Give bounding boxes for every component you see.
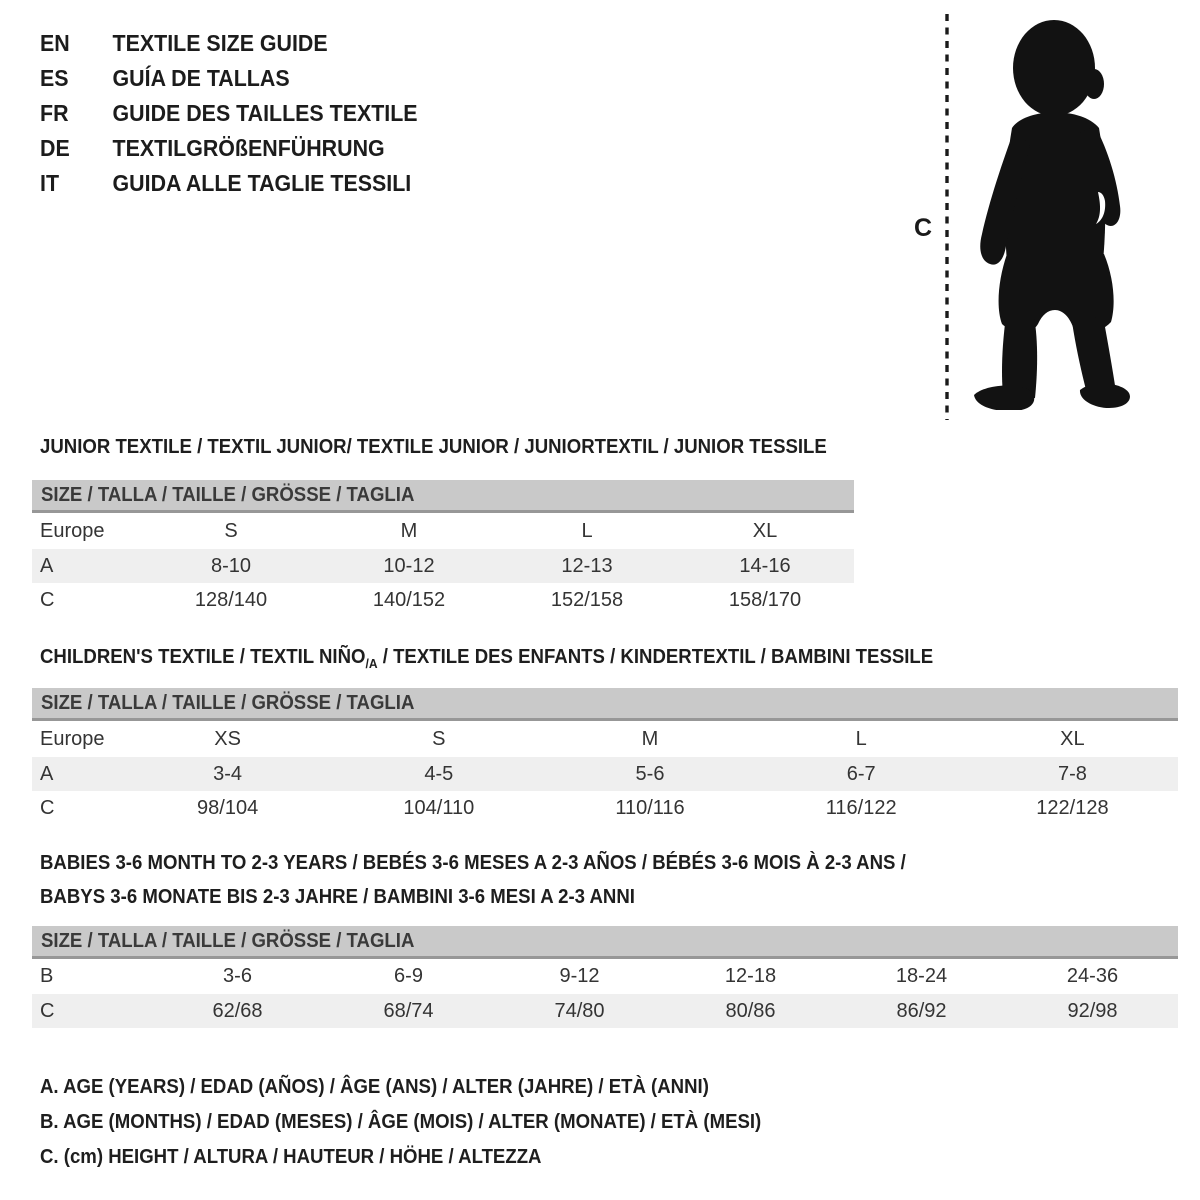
language-row-de [40, 131, 446, 166]
table-cell: 18-24 [895, 965, 948, 987]
table-row-height [32, 994, 1178, 1028]
language-title: GUIDE DES TAILLES TEXTILE [112, 100, 418, 126]
table-cell: 3-6 [223, 965, 252, 987]
table-cell: 6-7 [846, 762, 876, 785]
language-code: FR [40, 100, 69, 126]
language-title: GUIDA ALLE TAGLIE TESSILI [112, 170, 412, 196]
language-header [40, 26, 446, 201]
language-row-en [40, 26, 446, 61]
table-cell: M [641, 727, 659, 750]
table-cell: 152/158 [550, 588, 624, 611]
size-header-row: SIZE / TALLA / TAILLE / GRÖSSE / TAGLIA [32, 688, 1178, 721]
table-cell: 3-4 [213, 762, 243, 785]
table-cell: 116/122 [825, 796, 897, 819]
language-code: IT [40, 170, 60, 196]
table-row-age [32, 549, 854, 583]
language-code: ES [40, 65, 69, 91]
table-cell: XS [214, 727, 241, 750]
table-cell: 68/74 [383, 999, 434, 1022]
babies-size-table [32, 926, 1178, 1028]
size-header-row: SIZE / TALLA / TAILLE / GRÖSSE / TAGLIA [32, 926, 1178, 959]
language-row-it [40, 166, 446, 201]
table-row-age [32, 757, 1178, 791]
table-cell: 98/104 [197, 796, 259, 819]
legend-age-years: A. AGE (YEARS) / EDAD (AÑOS) / ÂGE (ANS) / ALTER (JAHRE) / ETÀ (ANNI) [40, 1076, 709, 1098]
legend [40, 1070, 816, 1175]
table-cell: 7-8 [1057, 762, 1087, 785]
title-subscript: /A [365, 656, 378, 671]
language-title: TEXTILGRÖßENFÜHRUNG [112, 135, 385, 161]
table-cell: L [581, 519, 593, 542]
table-cell: 104/110 [403, 796, 475, 819]
table-cell: 4-5 [424, 762, 454, 785]
language-code: EN [40, 30, 70, 56]
toddler-silhouette-icon [965, 18, 1135, 410]
table-cell: 110/116 [615, 796, 685, 819]
table-cell: 62/68 [212, 999, 263, 1022]
legend-height-cm: C. (cm) HEIGHT / ALTURA / HAUTEUR / HÖHE / ALTEZZA [40, 1146, 542, 1168]
height-figure [900, 8, 1180, 423]
table-cell: XL [1060, 727, 1085, 750]
row-label: C [40, 796, 55, 819]
table-cell: 122/128 [1036, 796, 1109, 819]
table-cell: 12-18 [724, 965, 777, 987]
table-cell: 128/140 [194, 588, 268, 611]
junior-size-table [32, 480, 854, 617]
table-cell: 14-16 [739, 554, 791, 577]
legend-age-months: B. AGE (MONTHS) / EDAD (MESES) / ÂGE (MOIS) / ALTER (MONATE) / ETÀ (MESI) [40, 1111, 762, 1133]
row-label: A [40, 554, 54, 577]
size-header-row: SIZE / TALLA / TAILLE / GRÖSSE / TAGLIA [32, 480, 854, 513]
language-code: DE [40, 135, 70, 161]
row-label: A [40, 762, 54, 785]
table-cell: 86/92 [896, 999, 947, 1022]
table-row-months [32, 959, 1178, 994]
children-size-table [32, 688, 1178, 825]
table-cell: 140/152 [372, 588, 446, 611]
row-label: C [40, 999, 55, 1022]
row-label: C [40, 588, 55, 611]
height-measure-label: C [914, 214, 933, 242]
children-section-title: CHILDREN'S TEXTILE / TEXTIL $NIÑO_{/A}$ / TEXTILE DES ENFANTS / KINDERTEXTIL / BAMBINI TESSILE [40, 646, 934, 671]
language-row-es [40, 61, 446, 96]
table-cell: 5-6 [635, 762, 665, 785]
height-measure-line [944, 14, 950, 420]
junior-section-title: JUNIOR TEXTILE / TEXTIL JUNIOR/ TEXTILE JUNIOR / JUNIORTEXTIL / JUNIOR TESSILE [40, 436, 827, 458]
table-cell: 9-12 [559, 965, 600, 987]
table-cell: 80/86 [725, 999, 776, 1022]
table-row-height [32, 791, 1178, 825]
row-label: Europe [40, 727, 105, 750]
language-title: TEXTILE SIZE GUIDE [112, 30, 328, 56]
table-cell: 158/170 [728, 588, 802, 611]
table-cell: XL [752, 519, 778, 542]
language-title: GUÍA DE TALLAS [112, 65, 290, 91]
table-cell: 74/80 [554, 999, 605, 1022]
table-cell: 92/98 [1067, 999, 1118, 1022]
row-label: Europe [40, 519, 105, 542]
table-cell: 12-13 [561, 554, 613, 577]
table-cell: S [224, 519, 238, 542]
language-row-fr [40, 96, 446, 131]
table-row-europe [32, 513, 854, 549]
table-cell: 6-9 [394, 965, 423, 987]
table-row-europe [32, 721, 1178, 757]
table-cell: 8-10 [210, 554, 252, 577]
row-label: B [40, 965, 54, 987]
table-cell: M [400, 519, 418, 542]
table-row-height [32, 583, 854, 617]
table-cell: 24-36 [1066, 965, 1119, 987]
table-cell: 10-12 [383, 554, 435, 577]
table-cell: S [432, 727, 446, 750]
table-cell: L [855, 727, 867, 750]
babies-section-title: BABIES 3-6 MONTH TO 2-3 YEARS / BEBÉS 3-6 MESES A 2-3 AÑOS / BÉBÉS 3-6 MOIS À 2-3 ANS / BABYS 3-6 MONATE BIS 2-3 JAHRE / BAMBINI 3-6 MESI A 2-3 ANNI [40, 852, 906, 908]
